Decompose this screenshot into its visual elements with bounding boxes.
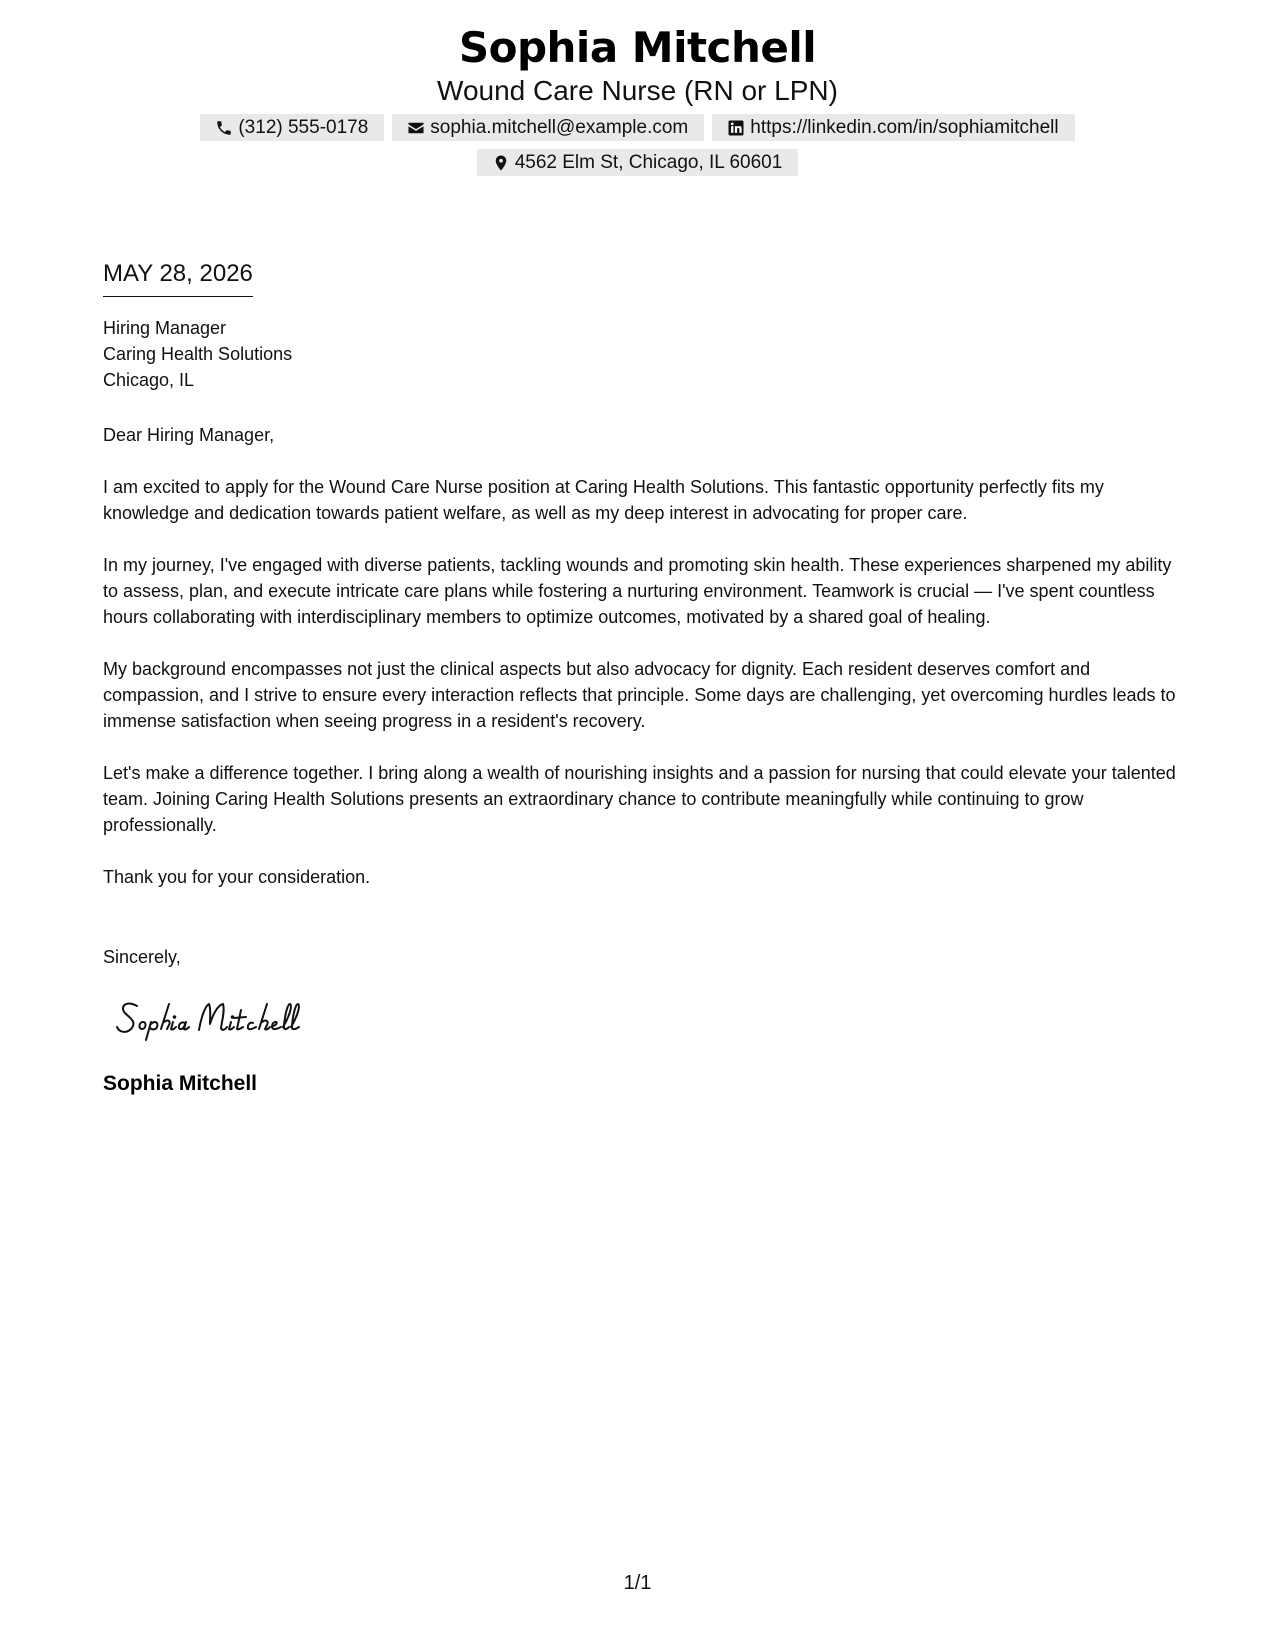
signer-name: Sophia Mitchell [103,1072,258,1095]
closing-line: Thank you for your consideration. [103,867,371,887]
address-text: 4562 Elm St, Chicago, IL 60601 [514,151,783,173]
body-paragraph: In my journey, I've engaged with diverse patients, tackling wounds and promoting skin health. These experiences sharpened my ability to assess, plan, and execute intricate care plans while fostering a nurturing environment. Teamwork is crucial — I've spent countless hours collaborating with interdisciplinary members to optimize outcomes, motivated by a shared goal of healing. [103,555,1172,627]
letter-body [103,258,1178,1098]
map-pin-icon [491,153,511,173]
letter-date: MAY 28, 2026 [103,258,253,297]
contact-linkedin[interactable] [712,114,1074,141]
job-title: Wound Care Nurse (RN or LPN) [437,75,838,106]
linkedin-text: https://linkedin.com/in/sophiamitchell [750,116,1059,138]
greeting: Dear Hiring Manager, [103,425,275,445]
contact-row-primary [0,114,1275,141]
phone-icon [214,118,234,138]
phone-text: (312) 555-0178 [238,116,369,138]
envelope-icon [406,118,426,138]
body-paragraph: My background encompasses not just the clinical aspects but also advocacy for dignity. Each resident deserves comfort and compassion, and I strive to ensure every interaction reflects that principle. Some days are challenging, yet overcoming hurdles leads to immense satisfaction when seeing progress in a resident's recovery. [103,659,1176,731]
signoff: Sincerely, [103,947,181,967]
recipient-line: Caring Health Solutions [103,344,293,364]
recipient-line: Chicago, IL [103,370,195,390]
contact-email[interactable] [392,114,704,141]
recipient-block [103,315,1178,393]
body-paragraph: I am excited to apply for the Wound Care Nurse position at Caring Health Solutions. This fantastic opportunity perfectly fits my knowledge and dedication towards patient welfare, as well as my deep interest in advocating for proper care. [103,477,1104,523]
page-number: 1/1 [623,1572,652,1594]
contact-row-secondary [0,149,1275,176]
contact-address[interactable] [477,149,799,176]
applicant-name: Sophia Mitchell [458,23,817,72]
recipient-line: Hiring Manager [103,318,227,338]
contact-phone[interactable] [200,114,384,141]
handwritten-signature [113,994,353,1044]
body-paragraph: Let's make a difference together. I bring along a wealth of nourishing insights and a passion for nursing that could elevate your talented team. Joining Caring Health Solutions presents an extraordinary chance to contribute meaningfully while continuing to grow professionally. [103,763,1176,835]
letter-header [0,22,1275,176]
email-text: sophia.mitchell@example.com [430,116,689,138]
linkedin-icon [726,118,746,138]
